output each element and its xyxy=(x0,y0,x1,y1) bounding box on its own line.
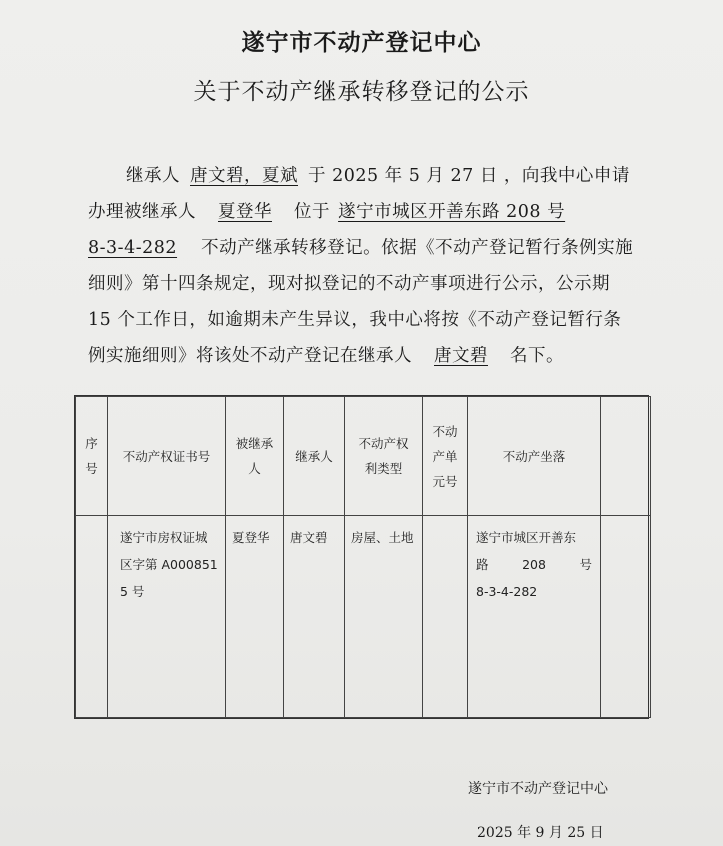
located-at-label: 位于 xyxy=(294,202,330,222)
body-line-5: 15 个工作日，如逾期未产生异议，我中心将按《不动产登记暂行条 xyxy=(88,310,622,330)
application-date-text: 于 2025 年 5 月 27 日 ，向我中心申请 xyxy=(308,166,630,186)
location-hao: 号 xyxy=(579,557,592,572)
cell-seq xyxy=(76,516,108,718)
cell-heir: 唐文碧 xyxy=(284,516,345,718)
property-table xyxy=(74,395,649,719)
heir-label: 继承人 xyxy=(126,166,180,186)
notice-body xyxy=(88,158,648,374)
signature-org: 遂宁市不动产登记中心 xyxy=(468,781,608,797)
registrant-value: 唐文碧 xyxy=(434,346,488,366)
body-end-text: 名下。 xyxy=(510,346,564,366)
table-header-row xyxy=(76,397,651,516)
col-right-type-header: 不动产权利类型 xyxy=(345,397,423,516)
col-unit-no-header: 不动产单元号 xyxy=(423,397,468,516)
body-line-2 xyxy=(88,194,648,230)
table-row xyxy=(76,516,651,718)
notice-title: 关于不动产继承转移登记的公示 xyxy=(193,79,530,105)
registrant-label: 例实施细则》将该处不动产登记在继承人 xyxy=(88,346,412,366)
signature-date: 2025 年 9 月 25 日 xyxy=(477,825,604,841)
heirs-value: 唐文碧，夏斌 xyxy=(190,166,298,186)
decedent-label: 办理被继承人 xyxy=(88,202,196,222)
body-line-4: 细则》第十四条规定，现对拟登记的不动产事项进行公示，公示期 xyxy=(88,274,610,294)
location-number: 208 xyxy=(522,557,546,572)
location-line-1: 遂宁市城区开善东 xyxy=(476,530,577,545)
org-title: 遂宁市不动产登记中心 xyxy=(241,30,482,56)
col-seq-header: 序号 xyxy=(76,397,108,516)
col-location-header: 不动产坐落 xyxy=(468,397,601,516)
body-line-3 xyxy=(88,230,648,266)
body-line-1 xyxy=(88,158,648,194)
cell-cert: 遂宁市房权证城区字第 A0008515 号 xyxy=(108,516,226,718)
cell-blank xyxy=(601,516,651,718)
address-value-a: 遂宁市城区开善东路 208 号 xyxy=(338,202,566,222)
location-road: 路 xyxy=(476,557,489,572)
col-heir-header: 继承人 xyxy=(284,397,345,516)
col-blank-header xyxy=(601,397,651,516)
cell-right-type: 房屋、土地 xyxy=(345,516,423,718)
cell-decedent: 夏登华 xyxy=(226,516,284,718)
location-line-2 xyxy=(476,551,592,578)
address-value-b: 8-3-4-282 xyxy=(88,238,178,258)
location-line-3: 8-3-4-282 xyxy=(476,584,538,599)
body-text-3: 不动产继承转移登记。依据《不动产登记暂行条例实施 xyxy=(201,238,634,258)
cell-location xyxy=(468,516,601,718)
body-line-6 xyxy=(88,338,648,374)
decedent-value: 夏登华 xyxy=(218,202,272,222)
col-cert-header: 不动产权证书号 xyxy=(108,397,226,516)
cell-unit-no xyxy=(423,516,468,718)
col-decedent-header: 被继承人 xyxy=(226,397,284,516)
